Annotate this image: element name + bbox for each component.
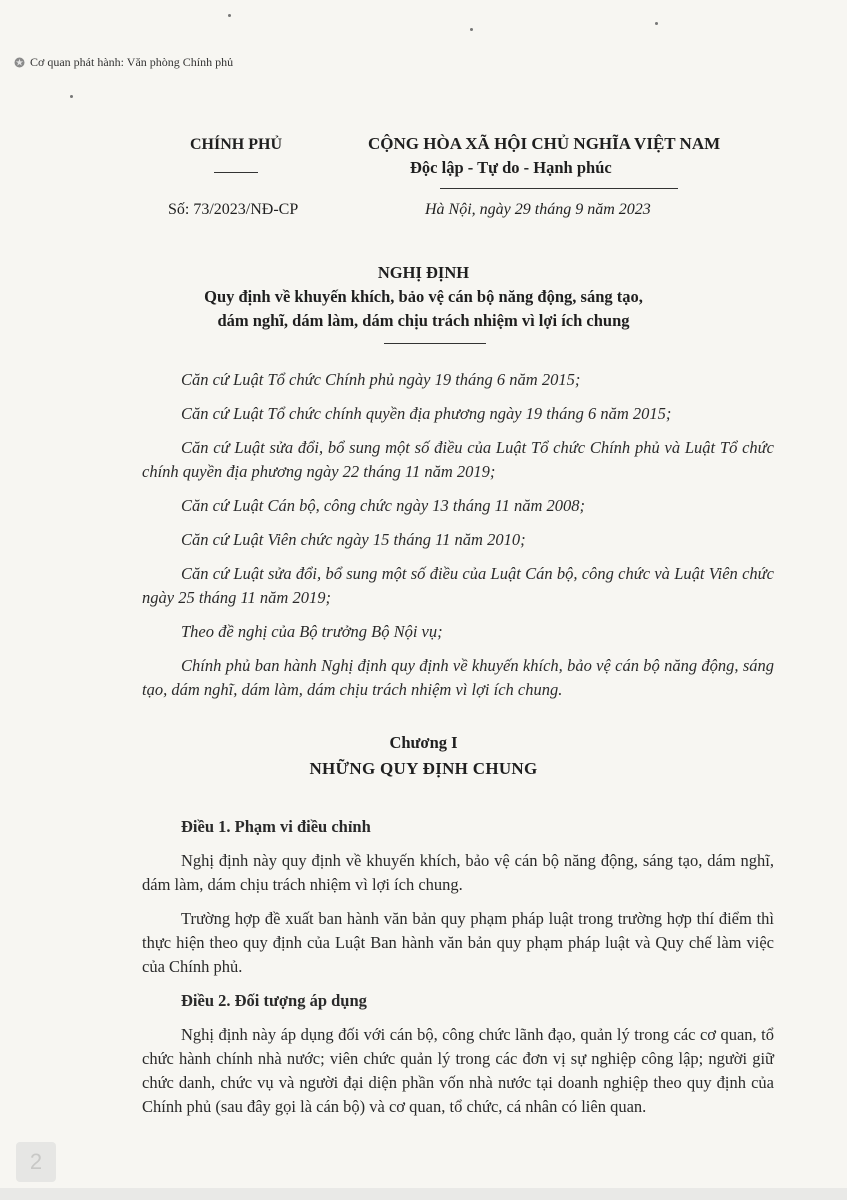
government-name: CHÍNH PHỦ: [190, 136, 282, 153]
preamble-clause: Căn cứ Luật sửa đổi, bổ sung một số điều của Luật Cán bộ, công chức và Luật Viên chức ngày 25 tháng 11 năm 2019;: [142, 564, 774, 607]
scan-speck: [70, 95, 73, 98]
chapter-title: NHỮNG QUY ĐỊNH CHUNG: [309, 759, 538, 778]
place-and-date: Hà Nội, ngày 29 tháng 9 năm 2023: [425, 201, 651, 218]
emblem-icon: [14, 57, 25, 68]
preamble-clause: Căn cứ Luật sửa đổi, bổ sung một số điều của Luật Tổ chức Chính phủ và Luật Tổ chức chính quyền địa phương ngày 22 tháng 11 năm 2019;: [142, 438, 774, 481]
subtitle-divider: [384, 343, 486, 344]
preamble-clause: Căn cứ Luật Tổ chức Chính phủ ngày 19 tháng 6 năm 2015;: [181, 370, 581, 389]
issuer-text: Cơ quan phát hành: Văn phòng Chính phủ: [30, 55, 234, 69]
preamble-clause: Chính phủ ban hành Nghị định quy định về khuyến khích, bảo vệ cán bộ năng động, sáng tạo, dám nghĩ, dám làm, dám chịu trách nhiệm vì lợi ích chung.: [142, 656, 774, 699]
subtitle-line: Quy định về khuyến khích, bảo vệ cán bộ năng động, sáng tạo,: [204, 287, 643, 306]
preamble-clause: Căn cứ Luật Cán bộ, công chức ngày 13 tháng 11 năm 2008;: [181, 496, 586, 515]
government-divider: [214, 172, 258, 173]
article-paragraph: Nghị định này áp dụng đối với cán bộ, công chức lãnh đạo, quản lý trong các cơ quan, tổ chức hành chính nhà nước; viên chức quản lý trong các đơn vị sự nghiệp công lập; người giữ chức danh, chức vụ và người đại diện phần vốn nhà nước tại doanh nghiệp theo quy định của Chính phủ (sau đây gọi là cán bộ) và cơ quan, tổ chức, cá nhân có liên quan.: [142, 1025, 774, 1116]
page-number-badge: 2: [16, 1142, 56, 1182]
article-heading: Điều 2. Đối tượng áp dụng: [181, 991, 367, 1010]
scan-speck: [655, 22, 658, 25]
national-motto: Độc lập - Tự do - Hạnh phúc: [410, 158, 612, 177]
article-paragraph: Nghị định này quy định về khuyến khích, bảo vệ cán bộ năng động, sáng tạo, dám nghĩ, dám làm, dám chịu trách nhiệm vì lợi ích chung.: [142, 851, 774, 894]
motto-divider: [440, 188, 678, 189]
bottom-band: [0, 1188, 847, 1200]
document-type: NGHỊ ĐỊNH: [377, 263, 470, 282]
subtitle-line: dám nghĩ, dám làm, dám chịu trách nhiệm vì lợi ích chung: [217, 311, 630, 330]
article-paragraph: Trường hợp đề xuất ban hành văn bản quy phạm pháp luật trong trường hợp thí điểm thì thực hiện theo quy định của Luật Ban hành văn bản quy phạm pháp luật và Quy chế làm việc của Chính phủ.: [142, 909, 774, 976]
preamble-clause: Căn cứ Luật Viên chức ngày 15 tháng 11 năm 2010;: [181, 530, 526, 549]
document-number: Số: 73/2023/NĐ-CP: [168, 201, 299, 218]
national-title: CỘNG HÒA XÃ HỘI CHỦ NGHĨA VIỆT NAM: [368, 134, 721, 153]
articles-body: [142, 815, 774, 1129]
chapter-label: Chương I: [389, 733, 458, 752]
issuer-bar: [14, 55, 233, 70]
document-subtitle: [0, 285, 847, 333]
article-heading: Điều 1. Phạm vi điều chỉnh: [181, 817, 371, 836]
preamble-clause: Căn cứ Luật Tổ chức chính quyền địa phương ngày 19 tháng 6 năm 2015;: [181, 404, 672, 423]
preamble-clause: Theo đề nghị của Bộ trưởng Bộ Nội vụ;: [181, 622, 443, 641]
scan-speck: [470, 28, 473, 31]
preamble: [142, 368, 774, 712]
scan-speck: [228, 14, 231, 17]
